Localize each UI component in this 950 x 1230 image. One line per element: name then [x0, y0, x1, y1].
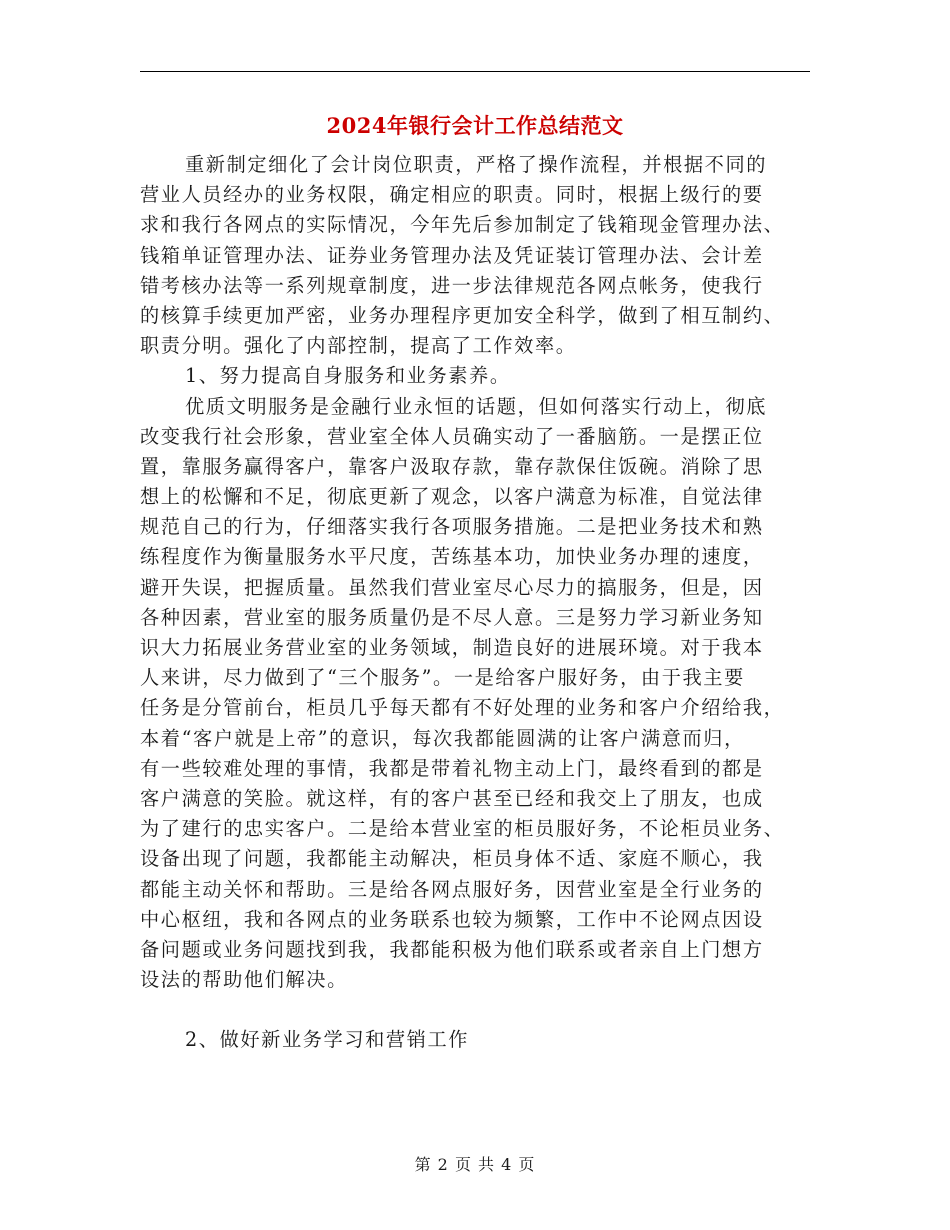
- text-line: 重新制定细化了会计岗位职责，严格了操作流程，并根据不同的: [185, 153, 768, 176]
- text-line: 错考核办法等一系列规章制度，进一步法律规范各网点帐务，使我行: [140, 273, 764, 297]
- text-line: 任务是分管前台，柜员几乎每天都有不好处理的业务和客户介绍给我，: [140, 696, 785, 720]
- text-line: 避开失误，把握质量。虽然我们营业室尽心尽力的搞服务，但是，因: [140, 575, 764, 599]
- text-line: 1、努力提高自身服务和业务素养。: [185, 364, 511, 388]
- text-line: 识大力拓展业务营业室的业务领域，制造良好的进展环境。对于我本: [140, 636, 764, 659]
- text-line: 设法的帮助他们解决。: [140, 968, 348, 992]
- text-line: 有一些较难处理的事情，我都是带着礼物主动上门，最终看到的都是: [140, 756, 764, 780]
- text-line: 2、做好新业务学习和营销工作: [185, 1028, 470, 1052]
- text-line: 备问题或业务问题找到我，我都能积极为他们联系或者亲自上门想方: [140, 937, 764, 961]
- text-line: 人来讲，尽力做到了“三个服务”。一是给客户服好务，由于我主要: [140, 666, 745, 690]
- text-line: 钱箱单证管理办法、证券业务管理办法及凭证装订管理办法、会计差: [140, 243, 764, 267]
- text-line: 职责分明。强化了内部控制，提高了工作效率。: [140, 334, 577, 358]
- text-line: 的核算手续更加严密，业务办理程序更加安全科学，做到了相互制约、: [140, 303, 785, 327]
- text-line: 为了建行的忠实客户。二是给本营业室的柜员服好务，不论柜员业务、: [140, 817, 785, 841]
- text-line: 本着“客户就是上帝”的意识，每次我都能圆满的让客户满意而归，: [140, 726, 745, 750]
- text-line: 想上的松懈和不足，彻底更新了观念，以客户满意为标准，自觉法律: [140, 485, 764, 509]
- text-line: 营业人员经办的业务权限，确定相应的职责。同时，根据上级行的要: [140, 183, 764, 207]
- document-body: [140, 150, 810, 1056]
- header-rule: [140, 71, 810, 72]
- text-line: 求和我行各网点的实际情况，今年先后参加制定了钱箱现金管理办法、: [140, 213, 785, 237]
- text-line: [140, 995, 810, 1025]
- document-title: 2024年银行会计工作总结范文: [326, 113, 624, 138]
- text-line: 中心枢纽，我和各网点的业务联系也较为频繁，工作中不论网点因设: [140, 907, 764, 931]
- text-line: 优质文明服务是金融行业永恒的话题，但如何落实行动上，彻底: [185, 394, 768, 418]
- page-number: 第 2 页 共 4 页: [414, 1155, 536, 1174]
- text-line: 设备出现了问题，我都能主动解决，柜员身体不适、家庭不顺心，我: [140, 847, 764, 871]
- text-line: 规范自己的行为，仔细落实我行各项服务措施。二是把业务技术和熟: [140, 515, 764, 539]
- text-line: 都能主动关怀和帮助。三是给各网点服好务，因营业室是全行业务的: [140, 877, 764, 901]
- text-line: 置，靠服务赢得客户，靠客户汲取存款，靠存款保住饭碗。消除了思: [140, 454, 764, 478]
- text-line: 各种因素，营业室的服务质量仍是不尽人意。三是努力学习新业务知: [140, 605, 764, 629]
- text-line: 改变我行社会形象，营业室全体人员确实动了一番脑筋。一是摆正位: [140, 424, 764, 448]
- text-line: 练程度作为衡量服务水平尺度，苦练基本功，加快业务办理的速度，: [140, 545, 764, 569]
- text-line: 客户满意的笑脸。就这样，有的客户甚至已经和我交上了朋友，也成: [140, 786, 764, 810]
